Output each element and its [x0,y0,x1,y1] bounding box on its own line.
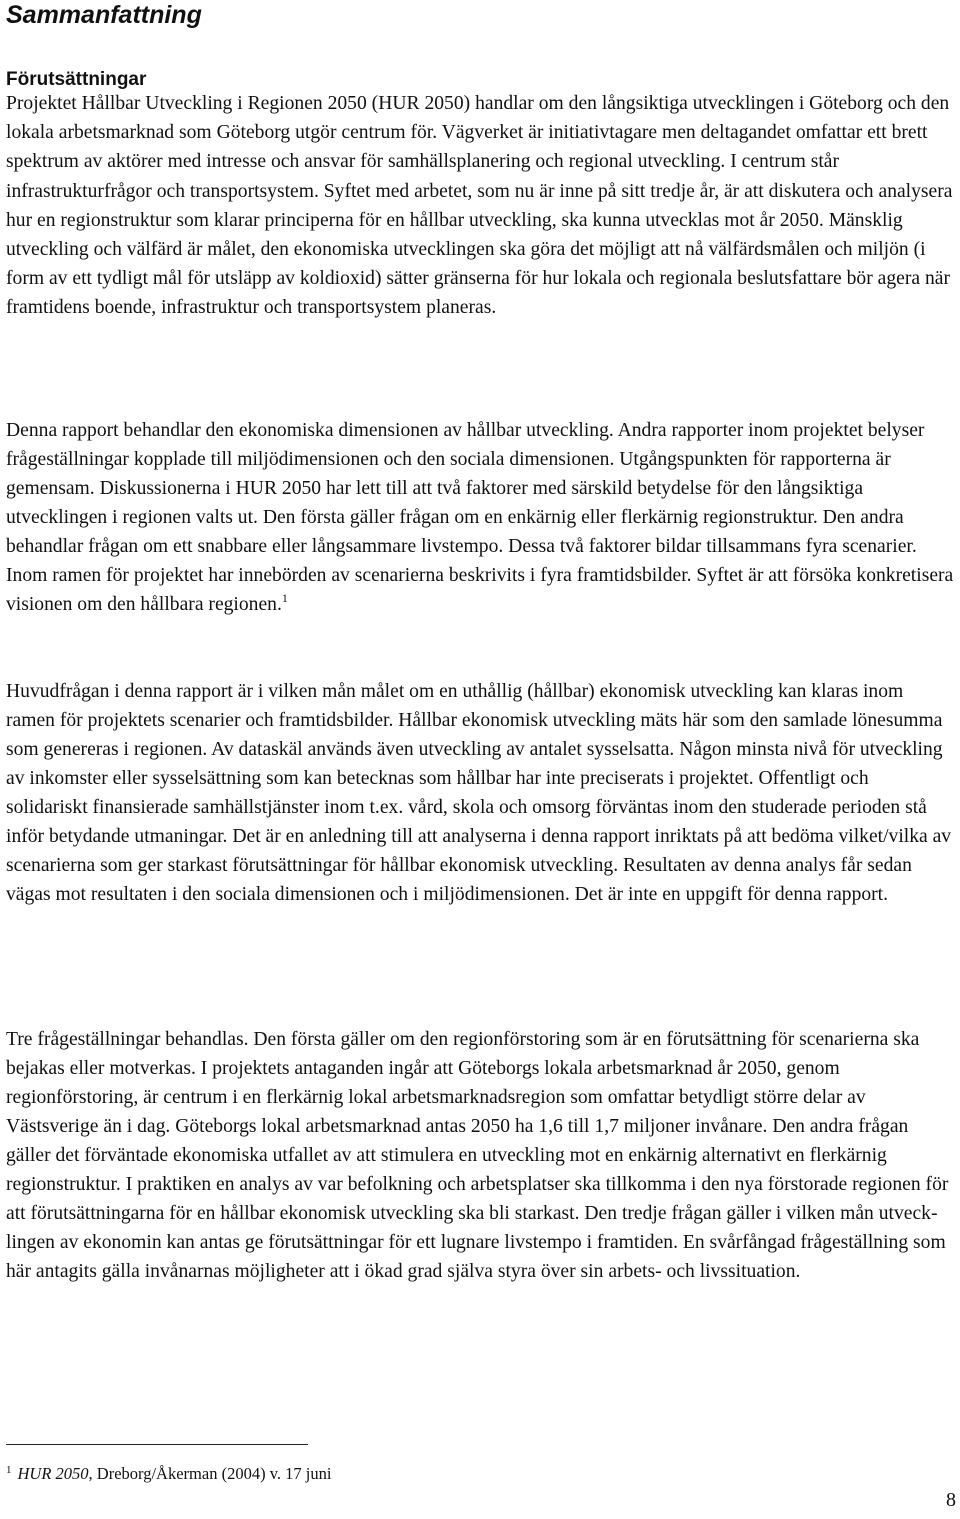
paragraph-4: Tre frågeställningar behandlas. Den första gäller om den regionförstoring som är en förutsättning för scenarierna ska bejakas eller motverkas. I projektets antaganden ingår att Göteborgs lokala arbetsmarknad år 2050, genom regionförstoring, är centrum i en flerkärnig lokal arbetsmarknadsregion som omfattar betydligt större delar av Västsverige än i dag. Göteborgs lokal arbetsmarknad antas 2050 ha 1,6 till 1,7 miljoner invånare. Den andra frågan gäller det förväntade ekonomiska utfallet av att stimulera en utveckling mot en enkärnig alternativt en flerkärnig regionstruktur. I praktiken en analys av var befolkning och arbetsplatser ska tillkomma i den nya förstorade regionen för att förutsättningarna för en hållbar ekonomisk utveckling ska bli starkast. Den tredje frågan gäller i vilken mån utveck-lingen av ekonomin kan antas ge förutsättningar för ett lugnare livstempo i framtiden. En svårfångad frågeställning som här antagits gälla invånarnas möjligheter att i ökad grad själva styra över sin arbets- och livssituation. [6,1029,949,1282]
paragraph-3: Huvudfrågan i denna rapport är i vilken mån målet om en uthållig (hållbar) ekonomisk utveckling kan klaras inom ramen för projektets scenarier och framtidsbilder. Hållbar ekonomisk utveckling mäts här som den samlade lönesumma som genereras i regionen. Av dataskäl används även utveckling av antalet sysselsatta. Någon minsta nivå för utveckling av inkomster eller sysselsättning som kan betecknas som hållbar har inte preciserats i projektet. Offentligt och solidariskt finansierade samhällstjänster inom t.ex. vård, skola och omsorg förväntas inom den studerade perioden stå inför betydande utmaningar. Det är en anledning till att analyserna i denna rapport inriktats på att bedöma vilket/vilka av scenarierna som ger starkast förutsättningar för hållbar ekonomisk utveckling. Resultaten av denna analys får sedan vägas mot resultaten i den sociala dimensionen och i miljödimensionen. Det är inte en uppgift för denna rapport. [6,681,952,905]
page-title: Sammanfattning [6,1,202,29]
footnote-italic-title: HUR 2050 [17,1464,89,1483]
footnote-divider [6,1444,308,1445]
footnote-reference[interactable]: 1 [281,591,288,605]
footnote-text: , Dreborg/Åkerman (2004) v. 17 juni [88,1464,332,1483]
page-number: 8 [946,1489,956,1511]
paragraph-1: Projektet Hållbar Utveckling i Regionen 2050 (HUR 2050) handlar om den långsiktiga utvecklingen i Göteborg och den lokala arbetsmarknad som Göteborg utgör centrum för. Vägverket är initiativtagare men deltagandet omfattar ett brett spektrum av aktörer med intresse och ansvar för samhällsplanering och regional utveckling. I centrum står infrastrukturfrågor och transportsystem. Syftet med arbetet, som nu är inne på sitt tredje år, är att diskutera och analysera hur en regionstruktur som klarar principerna för en hållbar utveckling, ska kunna utvecklas mot år 2050. Mänsklig utveckling och välfärd är målet, den ekonomiska utvecklingen ska göra det möjligt att nå välfärdsmålen och miljön (i form av ett tydligt mål för utsläpp av koldioxid) sätter gränserna för hur lokala och regionala beslutsfattare bör agera när framtidens boende, infrastruktur och transportsystem planeras. [6,93,953,319]
paragraph-2-text: Denna rapport behandlar den ekonomiska dimensionen av hållbar utveckling. Andra rapporter inom projektet belyser frågeställningar kopplade till miljödimensionen och den sociala dimensionen. Utgångspunkten för rapporterna är gemensam. Diskussionerna i HUR 2050 har lett till att två faktorer med särskild betydelse för den långsiktiga utvecklingen i regionen valts ut. Den första gäller frågan om en enkärnig eller flerkärnig regionstruktur. Den andra behandlar frågan om ett snabbare eller långsammare livstempo. Dessa två faktorer bildar tillsammans fyra scenarier. Inom ramen för projektet har innebörden av scenarierna beskrivits i fyra framtidsbilder. Syftet är att försöka konkretisera visionen om den hållbara regionen. [6,420,954,615]
section-heading: Förutsättningar [6,69,147,90]
footnote-number: 1 [6,1464,12,1476]
paragraph-2 [6,416,954,619]
footnote [6,1459,331,1485]
